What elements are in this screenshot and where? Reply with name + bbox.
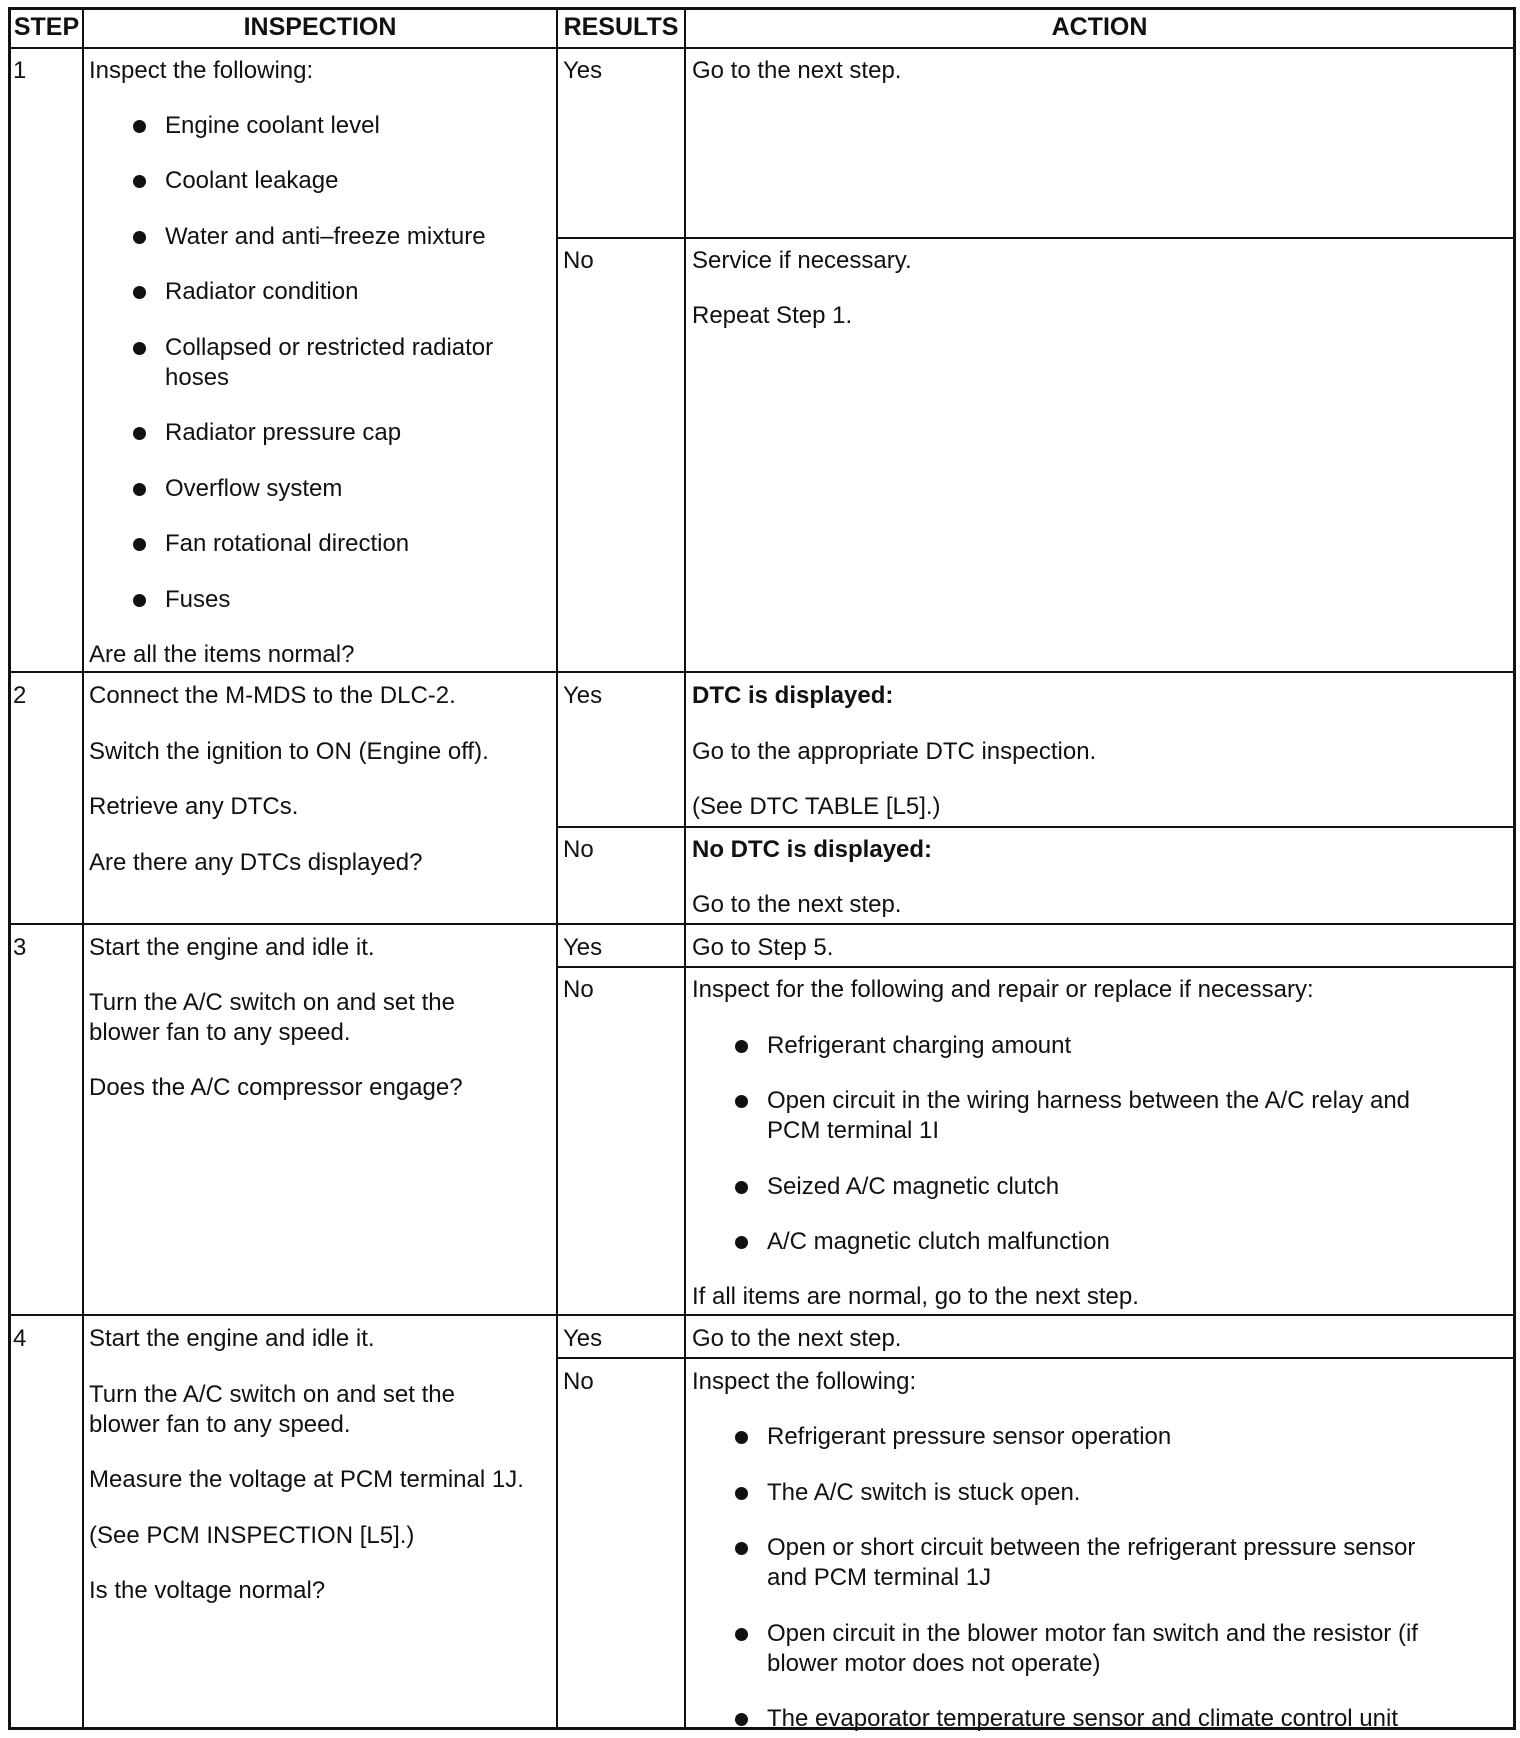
bullet-icon	[735, 1095, 748, 1108]
inspection-question: Are there any DTCs displayed?	[89, 849, 423, 876]
step-number: 3	[13, 934, 27, 961]
action-text: (See DTC TABLE [L5].)	[692, 793, 941, 820]
result-no: No	[563, 247, 594, 274]
column-divider	[82, 7, 84, 1730]
bullet-item: Fan rotational direction	[165, 530, 410, 557]
header-inspection: INSPECTION	[243, 13, 397, 41]
inspection-text: Connect the M-MDS to the DLC-2.	[89, 682, 456, 709]
result-yes: Yes	[563, 682, 603, 709]
bullet-icon	[133, 231, 146, 244]
bullet-item: Open circuit in the blower motor fan switch and the resistor (if	[767, 1620, 1418, 1647]
row-divider	[8, 671, 1516, 673]
bullet-item-continued: blower motor does not operate)	[767, 1650, 1101, 1677]
bullet-item: Water and anti–freeze mixture	[165, 223, 486, 250]
inspection-text: Start the engine and idle it.	[89, 934, 375, 961]
inspection-text: Turn the A/C switch on and set the	[89, 1381, 455, 1408]
bullet-icon	[133, 427, 146, 440]
column-divider	[684, 7, 686, 1730]
row-divider	[8, 923, 1516, 925]
inspection-text: Retrieve any DTCs.	[89, 793, 299, 820]
bullet-icon	[133, 538, 146, 551]
bullet-item-continued: and PCM terminal 1J	[767, 1564, 992, 1591]
bullet-icon	[133, 483, 146, 496]
action-text: Go to Step 5.	[692, 934, 834, 961]
inspection-text: Inspect the following:	[89, 57, 314, 84]
inspection-question: Does the A/C compressor engage?	[89, 1074, 463, 1101]
bullet-item: A/C magnetic clutch malfunction	[767, 1228, 1110, 1255]
bullet-item: Radiator pressure cap	[165, 419, 402, 446]
inspection-text: blower fan to any speed.	[89, 1019, 351, 1046]
subrow-divider	[556, 237, 1516, 239]
step-number: 1	[13, 57, 27, 84]
result-yes: Yes	[563, 1325, 603, 1352]
bullet-icon	[133, 286, 146, 299]
action-text: Repeat Step 1.	[692, 302, 853, 329]
subrow-divider	[556, 1357, 1516, 1359]
table-border-top	[8, 7, 1516, 10]
action-text: Go to the appropriate DTC inspection.	[692, 738, 1097, 765]
row-divider	[8, 47, 1516, 49]
result-yes: Yes	[563, 934, 603, 961]
header-step: STEP	[13, 13, 80, 41]
action-text: Inspect the following:	[692, 1368, 917, 1395]
action-text: Go to the next step.	[692, 57, 902, 84]
bullet-item: Open circuit in the wiring harness between the A/C relay and	[767, 1087, 1411, 1114]
header-action: ACTION	[1051, 13, 1148, 41]
bullet-item: Fuses	[165, 586, 231, 613]
action-text: If all items are normal, go to the next step.	[692, 1283, 1139, 1310]
bullet-item-continued: hoses	[165, 364, 230, 391]
action-text: Go to the next step.	[692, 891, 902, 918]
inspection-text: Switch the ignition to ON (Engine off).	[89, 738, 489, 765]
inspection-text: blower fan to any speed.	[89, 1411, 351, 1438]
header-results: RESULTS	[563, 13, 679, 41]
bullet-item: Refrigerant pressure sensor operation	[767, 1423, 1172, 1450]
table-border-left	[8, 7, 11, 1730]
bullet-icon	[735, 1431, 748, 1444]
bullet-icon	[735, 1628, 748, 1641]
bullet-item: Open or short circuit between the refrigerant pressure sensor	[767, 1534, 1416, 1561]
result-no: No	[563, 976, 594, 1003]
bullet-icon	[735, 1181, 748, 1194]
bullet-icon	[735, 1542, 748, 1555]
bullet-item-continued: PCM terminal 1I	[767, 1117, 940, 1144]
subrow-divider	[556, 826, 1516, 828]
bullet-item: Engine coolant level	[165, 112, 380, 139]
bullet-item: Collapsed or restricted radiator	[165, 334, 494, 361]
bullet-item: Coolant leakage	[165, 167, 339, 194]
inspection-question: Are all the items normal?	[89, 641, 355, 668]
bullet-icon	[735, 1713, 748, 1726]
bullet-item: Radiator condition	[165, 278, 359, 305]
result-no: No	[563, 1368, 594, 1395]
inspection-text: Measure the voltage at PCM terminal 1J.	[89, 1466, 524, 1493]
action-heading: No DTC is displayed:	[692, 836, 933, 863]
inspection-text: Turn the A/C switch on and set the	[89, 989, 455, 1016]
bullet-icon	[735, 1040, 748, 1053]
row-divider	[8, 1314, 1516, 1316]
action-text: Go to the next step.	[692, 1325, 902, 1352]
step-number: 2	[13, 682, 27, 709]
action-heading: DTC is displayed:	[692, 682, 894, 709]
action-text: Inspect for the following and repair or replace if necessary:	[692, 976, 1314, 1003]
step-number: 4	[13, 1325, 27, 1352]
bullet-item: The evaporator temperature sensor and climate control unit	[767, 1705, 1398, 1732]
result-no: No	[563, 836, 594, 863]
bullet-item: Refrigerant charging amount	[767, 1032, 1072, 1059]
bullet-icon	[133, 175, 146, 188]
bullet-icon	[133, 594, 146, 607]
table-border-right	[1513, 7, 1516, 1730]
bullet-icon	[735, 1236, 748, 1249]
result-yes: Yes	[563, 57, 603, 84]
bullet-item: Overflow system	[165, 475, 343, 502]
subrow-divider	[556, 966, 1516, 968]
bullet-item: The A/C switch is stuck open.	[767, 1479, 1081, 1506]
bullet-item: Seized A/C magnetic clutch	[767, 1173, 1060, 1200]
bullet-icon	[133, 342, 146, 355]
bullet-icon	[735, 1487, 748, 1500]
action-text: Service if necessary.	[692, 247, 912, 274]
column-divider	[556, 7, 558, 1730]
inspection-text: Start the engine and idle it.	[89, 1325, 375, 1352]
bullet-icon	[133, 120, 146, 133]
inspection-text: (See PCM INSPECTION [L5].)	[89, 1522, 415, 1549]
inspection-question: Is the voltage normal?	[89, 1577, 326, 1604]
